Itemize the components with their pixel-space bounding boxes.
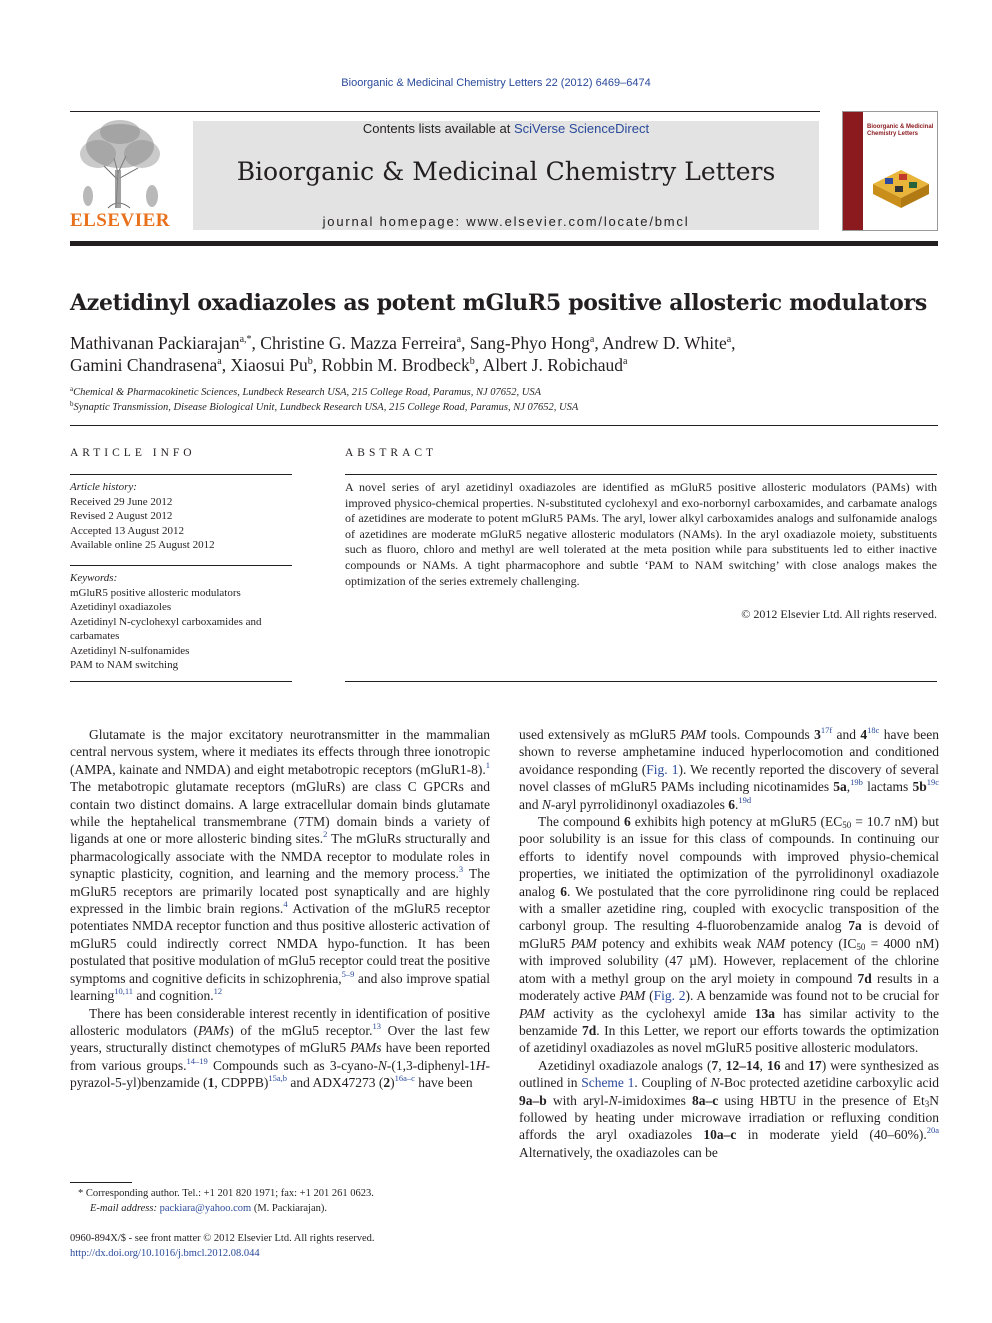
email-link[interactable]: packiara@yahoo.com: [159, 1203, 252, 1214]
affiliation-text: Synaptic Transmission, Disease Biological Unit, Lundbeck Research USA, 215 College Road, Paramus, NJ 07652, USA: [73, 402, 579, 413]
author-name[interactable]: Albert J. Robichaud: [482, 355, 624, 375]
author-affiliation-mark[interactable]: b: [307, 356, 313, 367]
keyword: Azetidinyl N-sulfonamides: [70, 644, 190, 657]
author-affiliation-mark[interactable]: b: [469, 356, 475, 367]
keyword: PAM to NAM switching: [70, 659, 179, 671]
author-separator: ,: [594, 333, 603, 353]
author-list: [70, 332, 940, 376]
header-rule: [70, 111, 820, 112]
issn-line: 0960-894X/$ - see front matter © 2012 Elsevier Ltd. All rights reserved.: [70, 1233, 375, 1244]
cover-spine: [843, 112, 863, 230]
doi-link[interactable]: http://dx.doi.org/10.1016/j.bmcl.2012.08.044: [70, 1248, 260, 1259]
affiliation-mark: a: [70, 385, 74, 393]
author-name[interactable]: Gamini Chandrasena: [70, 355, 218, 375]
journal-citation[interactable]: Bioorganic & Medicinal Chemistry Letters 22 (2012) 6469–6474: [341, 77, 651, 89]
cover-molecule-icon: [865, 154, 937, 214]
body-column-right: [519, 726, 939, 1161]
journal-banner: [193, 121, 819, 230]
author-name[interactable]: Christine G. Mazza Ferreira: [260, 333, 457, 353]
author-name[interactable]: Xiaosui Pu: [230, 355, 308, 375]
author-affiliation-mark[interactable]: a,*: [239, 334, 252, 345]
body-column-left: [70, 726, 490, 1092]
author-name[interactable]: Mathivanan Packiarajan: [70, 333, 240, 353]
author-separator: ,: [312, 355, 322, 375]
body-paragraph: Glutamate is the major excitatory neurotransmitter in the mammalian central nervous system, where it mediates its effects through three ionotropic (AMPA, kainate and NMDA) and eight metabotropic receptors (mGluR1-8).$^1$ The metabotropic glutamate receptors (mGluRs) are class C GPCRs and contain two distinct domains. A large extracellular domain binds glutamate while the heptahelical transmembrane (7TM) domain binds a variety of ligands at one or more allosteric binding sites.$^2$ The mGluRs structurally and pharmacologically associate with the NMDA receptor to modulate roles in synaptic plasticity, cognition, and learning and the memory process.$^3$ The mGluR5 receptors are primarily located post synaptically and are highly expressed in the limbic brain regions.$^4$ Activation of the mGluR5 receptor potentiates NMDA receptor function and thus positive allosteric activation of mGluR5 could indirectly correct NMDA hypo-function. It has been postulated that positive modulation of mGlu5 receptor could treat the positive symptoms and cognitive deficits in schizophrenia,$^{5-9}$ and also improve spatial learning$^{10,11}$ and cognition.$^{12}$: [70, 727, 491, 1004]
abstract-copyright: © 2012 Elsevier Ltd. All rights reserved.: [741, 607, 937, 621]
journal-homepage[interactable]: journal homepage: www.elsevier.com/locate/bmcl: [322, 214, 690, 229]
publisher-name: ELSEVIER: [69, 210, 171, 231]
keyword: Azetidinyl oxadiazoles: [70, 601, 172, 613]
sciencedirect-link[interactable]: SciVerse ScienceDirect: [513, 121, 650, 136]
email-suffix: (M. Packiarajan).: [251, 1203, 328, 1214]
author-name[interactable]: Sang-Phyo Hong: [469, 333, 590, 353]
history-item: Received 29 June 2012: [70, 495, 173, 508]
keywords-label: Keywords:: [70, 572, 118, 584]
footnote-rule: [70, 1182, 132, 1183]
author-name[interactable]: Andrew D. White: [602, 333, 727, 353]
body-paragraph: Azetidinyl oxadiazole analogs (7, 12–14, 16 and 17) were synthesized as outlined in Scheme 1. Coupling of N-Boc protected azetidine carboxylic acid 9a–b with aryl-N-imidoximes 8a–c using HBTU in the presence of $Et_3N$ followed by heating under microwave irradiation or refluxing condition affords the aryl oxadiazoles 10a–c in moderate yield (40–60%).$^{20a}$ Alternatively, the oxadiazoles can be: [519, 1057, 939, 1160]
body-paragraph: There has been considerable interest recently in identification of positive allosteric modulators (PAMs) of the mGlu5 receptor.$^{13}$ Over the last few years, structurally distinct chemotypes of mGluR5 PAMs have been reported from various groups.$^{14-19}$ Compounds such as 3-cyano-N-(1,3-diphenyl-1H-pyrazol-5-yl)benzamide (1, CDPPB)$^{15a,b}$ and ADX47273 $(2)^{16a-c}$ have been: [70, 1005, 491, 1091]
front-matter-rule: [70, 425, 938, 426]
author-name[interactable]: Robbin M. Brodbeck: [321, 355, 470, 375]
author-separator: ,: [731, 333, 736, 353]
abstract-bottom-rule: [345, 681, 937, 682]
history-item: Accepted 13 August 2012: [70, 524, 184, 537]
author-separator: ,: [461, 333, 470, 353]
affiliation: [70, 402, 940, 413]
article-info-heading: ARTICLE INFO: [70, 447, 196, 459]
history-item: Revised 2 August 2012: [70, 510, 173, 522]
journal-title: Bioorganic & Medicinal Chemistry Letters: [236, 157, 776, 186]
author-affiliation-mark[interactable]: a: [589, 334, 595, 345]
author-affiliation-mark[interactable]: a: [217, 356, 222, 367]
banner-bottom-rule: [70, 241, 938, 246]
elsevier-logo[interactable]: [68, 118, 172, 232]
keyword: mGluR5 positive allosteric modulators: [70, 586, 241, 599]
info-divider: [70, 565, 292, 566]
article-history: [70, 480, 292, 553]
corresponding-author-note: * Corresponding author. Tel.: +1 201 820 1971; fax: +1 201 261 0623.: [78, 1188, 374, 1199]
email-label: E-mail address:: [90, 1203, 160, 1214]
info-bottom-rule: [70, 681, 292, 682]
keyword: Azetidinyl N-cyclohexyl carboxamides and carbamates: [70, 615, 262, 642]
author-affiliation-mark[interactable]: a: [726, 334, 732, 345]
keywords: [70, 571, 292, 673]
abstract-rule: [345, 474, 937, 475]
author-separator: ,: [251, 333, 261, 353]
info-rule: [70, 474, 292, 475]
journal-cover[interactable]: [842, 111, 938, 231]
article-title: Azetidinyl oxadiazoles as potent mGluR5 positive allosteric modulators: [70, 290, 927, 316]
affiliation-mark: b: [70, 400, 74, 408]
author-separator: ,: [221, 355, 231, 375]
author-affiliation-mark[interactable]: a: [623, 356, 628, 367]
contents-prefix: Contents lists available at: [362, 121, 514, 136]
abstract-heading: ABSTRACT: [345, 447, 438, 459]
affiliation: [70, 387, 940, 398]
author-affiliation-mark[interactable]: a: [456, 334, 462, 345]
affiliation-text: Chemical & Pharmacokinetic Sciences, Lundbeck Research USA, 215 College Road, Paramus, NJ 07652, USA: [73, 387, 542, 398]
history-label: Article history:: [70, 481, 137, 493]
abstract-text: A novel series of aryl azetidinyl oxadiazoles are identified as mGluR5 positive allosteric modulators (PAMs) with improved physico-chemical properties. N-substituted cyclohexyl and exo-norbornyl carboxamides, and carbamate analogs of azetidines are moderate to potent mGluR5 PAMs. The aryl, lower alkyl carboxamides analogs and sulfonamide analogs of azetidines are moderate mGluR5 negative allosteric modulators (NAMs). In the aryl oxadiazole moiety, substituents such as fluoro, chloro and methyl are well tolerated at the meta position while para substituents led to either inactive compounds or NAMs. A tight pharmacophore and subtle ‘PAM to NAM switching’ with close analogs makes the optimization of the series extremely challenging.: [345, 480, 937, 588]
contents-line: [193, 121, 819, 136]
body-paragraph: used extensively as mGluR5 PAM tools. Compounds $3^{17f}$ and $4^{18c}$ have been shown to reverse amphetamine induced hyperlocomotion and conditioned avoidance responding (Fig. 1). We recently reported the discovery of several novel classes of mGluR5 PAMs including nicotinamides 5a,$^{19b}$ lactams $5b^{19c}$ and N-aryl pyrrolidinonyl oxadiazoles 6.$^{19d}$: [519, 725, 940, 812]
cover-title: Bioorganic & Medicinal Chemistry Letters: [867, 124, 934, 137]
author-separator: ,: [474, 355, 483, 375]
tree-icon: [68, 118, 172, 210]
body-paragraph: The compound 6 exhibits high potency at mGluR5 ($EC_{50} = 10.7$ nM) but poor solubility is an issue for this class of compounds. In continuing our efforts to identify novel compounds with improved physio-chemical properties, we initiated the optimization of the pyrrolidinonyl oxadiazole analog 6. We postulated that the core pyrrolidinone ring could be replaced with a smaller azetidine ring, coupled with exocyclic transposition of the carbonyl group. The resulting 4-fluorobenzamide analog 7a is devoid of mGluR5 PAM potency and exhibits weak NAM potency ($IC_{50} = 4000$ nM) with improved solubility (47 µM). However, replacement of the chlorine atom with a methyl group on the aryl moiety in compound 7d results in a moderately active PAM (Fig. 2). A benzamide was found not to be crucial for PAM activity as the cyclohexyl amide 13a has similar activity to the benzamide 7d. In this Letter, we report our efforts towards the optimization of azetidinyl oxadiazoles as novel mGluR5 positive allosteric modulators.: [519, 814, 939, 1056]
email-note: [70, 1201, 490, 1216]
history-item: Available online 25 August 2012: [70, 539, 215, 551]
